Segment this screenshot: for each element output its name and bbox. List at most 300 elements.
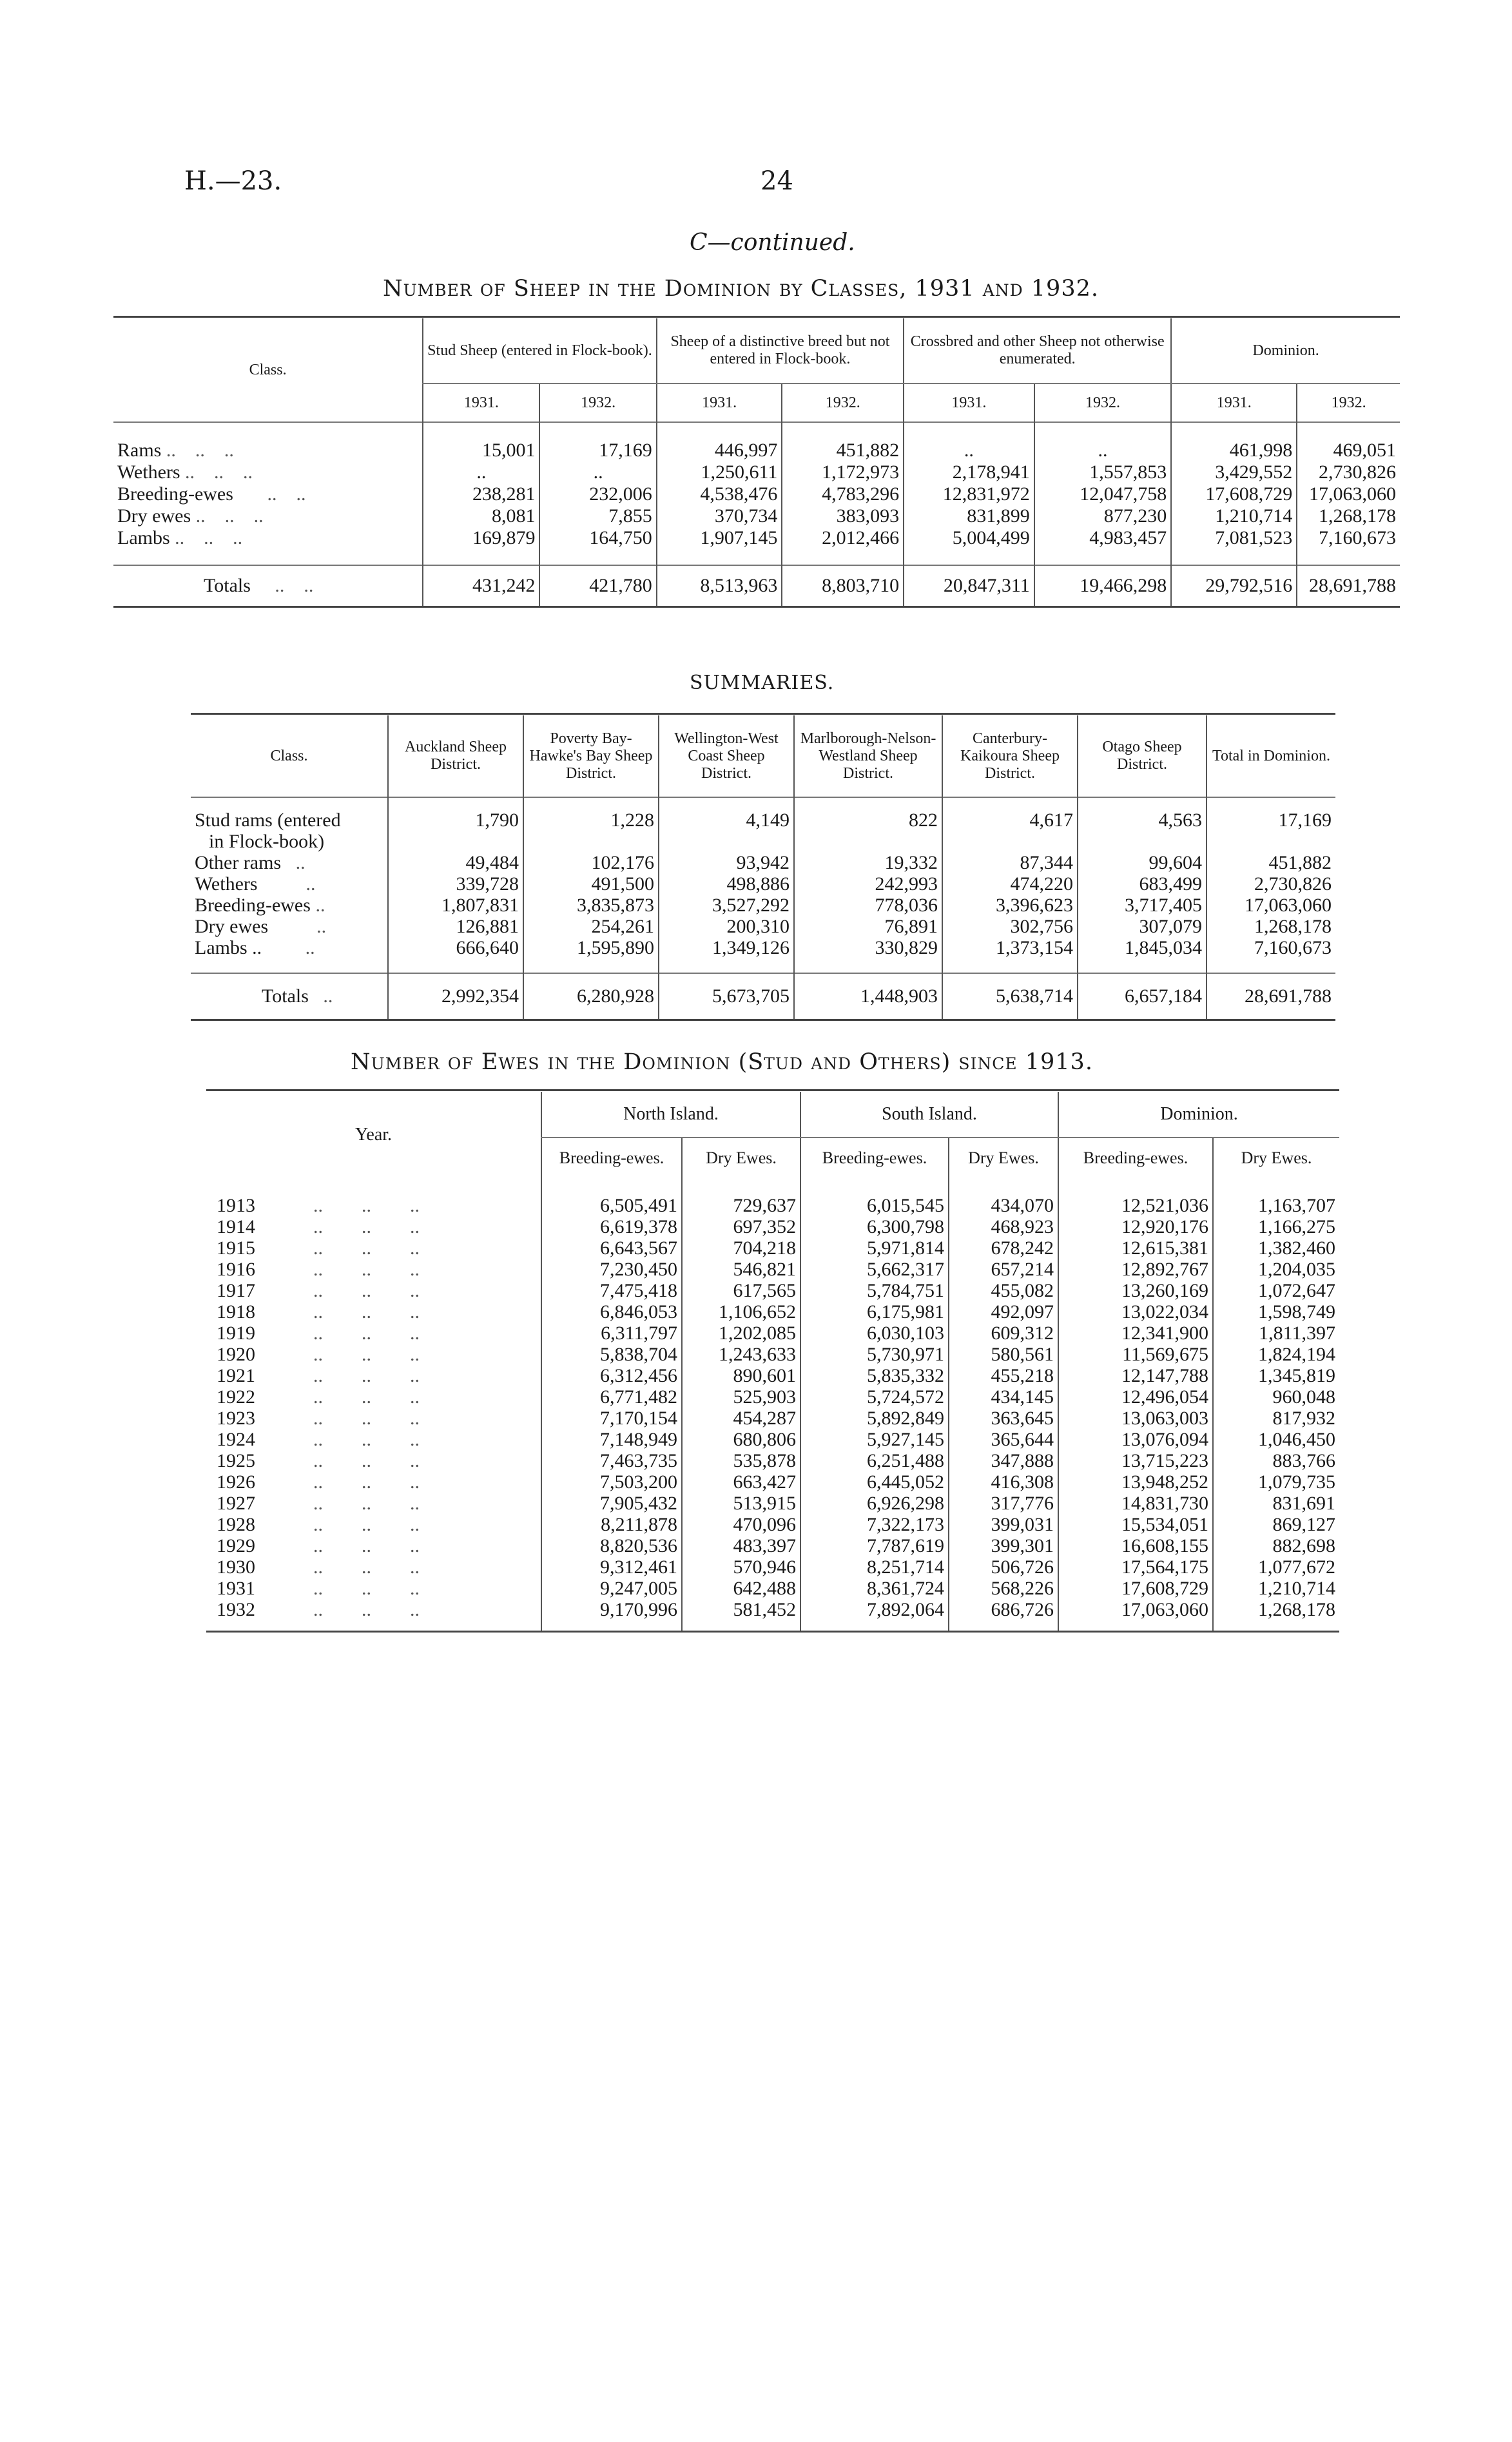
year-cell: 1924 .. .. .. xyxy=(217,1429,420,1450)
table-cell: 890,601 xyxy=(682,1365,800,1386)
table-cell: 451,882 xyxy=(782,440,904,461)
table-cell: 6,312,456 xyxy=(541,1365,682,1386)
year-cell: 1919 .. .. .. xyxy=(217,1323,420,1344)
table-cell: 492,097 xyxy=(949,1301,1058,1323)
table-cell: 14,831,730 xyxy=(1058,1493,1213,1514)
table1-top-rule xyxy=(113,316,1400,318)
table-cell: 19,466,298 xyxy=(1034,565,1172,607)
table-row xyxy=(206,1556,1339,1578)
table-row xyxy=(206,1216,1339,1237)
district-header: Marlborough-Nelson-Westland Sheep District. xyxy=(794,715,942,797)
table-cell: .. xyxy=(423,461,539,483)
year-label: 1918 xyxy=(217,1301,255,1323)
table-cell: 7,463,735 xyxy=(541,1450,682,1471)
table-cell: 93,942 xyxy=(659,852,794,873)
table-cell: 491,500 xyxy=(523,873,659,895)
table-cell: 17,169 xyxy=(539,440,656,461)
table-cell: 683,499 xyxy=(1078,873,1207,895)
table-cell: 169,879 xyxy=(423,527,539,565)
year-cell: 1926 .. .. .. xyxy=(217,1471,420,1493)
table-cell: .. xyxy=(904,440,1034,461)
table-row xyxy=(191,852,1335,873)
table-cell: 99,604 xyxy=(1078,852,1207,873)
table-cell: 17,063,060 xyxy=(1058,1599,1213,1632)
year-cell: 1925 .. .. .. xyxy=(217,1450,420,1471)
table1-title: Number of Sheep in the Dominion by Classes, 1931 and 1932. xyxy=(383,276,1099,302)
table-cell: 1,077,672 xyxy=(1213,1556,1339,1578)
table-cell: 2,730,826 xyxy=(1297,461,1400,483)
table-row xyxy=(206,1280,1339,1301)
year-cell: 1929 .. .. .. xyxy=(217,1535,420,1556)
table-cell: 102,176 xyxy=(523,852,659,873)
table-cell: 3,835,873 xyxy=(523,895,659,916)
table-cell: 8,251,714 xyxy=(800,1556,949,1578)
table-cell: 12,496,054 xyxy=(1058,1386,1213,1408)
table-cell: 5,927,145 xyxy=(800,1429,949,1450)
year-label: 1929 xyxy=(217,1535,255,1556)
row-label: Dry ewes .. xyxy=(195,916,327,937)
table-cell: 19,332 xyxy=(794,852,942,873)
table-row xyxy=(113,527,1400,565)
table-cell: 678,242 xyxy=(949,1237,1058,1259)
district-header: Auckland Sheep District. xyxy=(388,715,523,797)
table-cell: 1,268,178 xyxy=(1297,505,1400,527)
table-cell: 831,691 xyxy=(1213,1493,1339,1514)
table-cell: 455,218 xyxy=(949,1365,1058,1386)
table-cell: 87,344 xyxy=(942,852,1078,873)
table-cell: 4,538,476 xyxy=(657,483,782,505)
table-cell: 8,211,878 xyxy=(541,1514,682,1535)
row-label: Dry ewes .. .. .. xyxy=(117,505,264,527)
year-cell: 1928 .. .. .. xyxy=(217,1514,420,1535)
table-row xyxy=(191,831,1335,852)
table-cell: 7,905,432 xyxy=(541,1493,682,1514)
year-cell: 1914 .. .. .. xyxy=(217,1216,420,1237)
table-cell: 1,595,890 xyxy=(523,937,659,973)
row-label: Other rams .. xyxy=(195,852,305,873)
table-cell: 6,311,797 xyxy=(541,1323,682,1344)
table-cell: 7,855 xyxy=(539,505,656,527)
totals-row xyxy=(191,973,1335,1020)
year-cell: 1931 .. .. .. xyxy=(217,1578,420,1599)
page-number: 24 xyxy=(761,166,793,196)
table-row xyxy=(191,797,1335,831)
table-cell: 506,726 xyxy=(949,1556,1058,1578)
table-cell: 469,051 xyxy=(1297,440,1400,461)
sheep-by-class-table xyxy=(113,318,1400,608)
district-header: Wellington-West Coast Sheep District. xyxy=(659,715,794,797)
table-cell: 2,178,941 xyxy=(904,461,1034,483)
table-row xyxy=(206,1535,1339,1556)
table-cell: 363,645 xyxy=(949,1408,1058,1429)
column-header: Breeding-ewes. xyxy=(1058,1138,1213,1178)
table-row xyxy=(206,1450,1339,1471)
table-cell: 455,082 xyxy=(949,1280,1058,1301)
table-cell: 17,063,060 xyxy=(1297,483,1400,505)
year-cell: 1932 .. .. .. xyxy=(206,1599,541,1632)
table-cell: 7,892,064 xyxy=(800,1599,949,1632)
table-cell: 242,993 xyxy=(794,873,942,895)
table-cell: 5,784,751 xyxy=(800,1280,949,1301)
table-cell: 877,230 xyxy=(1034,505,1172,527)
row-label: Wethers .. .. .. xyxy=(117,461,253,483)
table-cell: 339,728 xyxy=(388,873,523,895)
row-label: Breeding-ewes .. .. xyxy=(117,483,306,505)
table-cell: 12,831,972 xyxy=(904,483,1034,505)
table-cell: 883,766 xyxy=(1213,1450,1339,1471)
table-cell: 1,204,035 xyxy=(1213,1259,1339,1280)
group-header-crossbred: Crossbred and other Sheep not otherwise enumerated. xyxy=(904,318,1171,383)
year-header: 1932. xyxy=(782,383,904,422)
table-cell: 1,448,903 xyxy=(794,973,942,1020)
table-row xyxy=(206,1493,1339,1514)
table-cell: 4,617 xyxy=(942,797,1078,831)
year-label: 1915 xyxy=(217,1237,255,1259)
table-cell: 2,012,466 xyxy=(782,527,904,565)
table-row xyxy=(206,1599,1339,1632)
table-cell: 7,322,173 xyxy=(800,1514,949,1535)
table-cell: 7,148,949 xyxy=(541,1429,682,1450)
table-cell: 5,638,714 xyxy=(942,973,1078,1020)
table-cell: 347,888 xyxy=(949,1450,1058,1471)
table-cell: 869,127 xyxy=(1213,1514,1339,1535)
table-row xyxy=(206,1386,1339,1408)
table-cell: 1,106,652 xyxy=(682,1301,800,1323)
row-label: Breeding-ewes .. xyxy=(195,895,325,916)
year-header: 1931. xyxy=(657,383,782,422)
table-cell: 831,899 xyxy=(904,505,1034,527)
row-label: Lambs .. .. xyxy=(195,937,315,958)
table-cell: 498,886 xyxy=(659,873,794,895)
year-cell: 1915 .. .. .. xyxy=(217,1237,420,1259)
year-label: 1913 xyxy=(217,1195,255,1216)
group-header-south: South Island. xyxy=(800,1092,1058,1138)
district-header: Canterbury-Kaikoura Sheep District. xyxy=(942,715,1078,797)
table-cell: 1,382,460 xyxy=(1213,1237,1339,1259)
table-cell: 13,063,003 xyxy=(1058,1408,1213,1429)
totals-label: Totals .. xyxy=(191,973,388,1020)
year-header: 1931. xyxy=(423,383,539,422)
year-label: 1928 xyxy=(217,1514,255,1535)
table-cell: 704,218 xyxy=(682,1237,800,1259)
table-cell: 383,093 xyxy=(782,505,904,527)
table-row xyxy=(206,1237,1339,1259)
table2-title: SUMMARIES. xyxy=(690,672,835,694)
year-label: 1914 xyxy=(217,1216,255,1237)
table-cell: 7,160,673 xyxy=(1297,527,1400,565)
table-cell: 13,715,223 xyxy=(1058,1450,1213,1471)
table-cell: 7,170,154 xyxy=(541,1408,682,1429)
table-cell: 546,821 xyxy=(682,1259,800,1280)
table-cell: 8,081 xyxy=(423,505,539,527)
table-row xyxy=(206,1578,1339,1599)
table-cell: 76,891 xyxy=(794,916,942,937)
table-cell: 1,243,633 xyxy=(682,1344,800,1365)
group-header-dominion: Dominion. xyxy=(1171,318,1400,383)
table-cell: 6,643,567 xyxy=(541,1237,682,1259)
table-row xyxy=(113,440,1400,461)
table-cell: 697,352 xyxy=(682,1216,800,1237)
table-cell: 8,361,724 xyxy=(800,1578,949,1599)
table-cell: 525,903 xyxy=(682,1386,800,1408)
table-cell: 1,046,450 xyxy=(1213,1429,1339,1450)
table-cell: 1,907,145 xyxy=(657,527,782,565)
table-row xyxy=(206,1259,1339,1280)
table-cell: 16,608,155 xyxy=(1058,1535,1213,1556)
table-cell: 238,281 xyxy=(423,483,539,505)
table-cell: 9,312,461 xyxy=(541,1556,682,1578)
table-cell: 12,047,758 xyxy=(1034,483,1172,505)
table-cell: 882,698 xyxy=(1213,1535,1339,1556)
year-label: 1922 xyxy=(217,1386,255,1408)
table-cell: 2,992,354 xyxy=(388,973,523,1020)
table-row xyxy=(206,1301,1339,1323)
table-cell: 6,619,378 xyxy=(541,1216,682,1237)
year-label: 1932 xyxy=(217,1599,255,1620)
year-cell: 1920 .. .. .. xyxy=(217,1344,420,1365)
table-cell: 29,792,516 xyxy=(1171,565,1297,607)
column-header: Breeding-ewes. xyxy=(800,1138,949,1178)
table-cell: 431,242 xyxy=(423,565,539,607)
year-label: 1931 xyxy=(217,1578,255,1599)
table-cell: 434,145 xyxy=(949,1386,1058,1408)
table-cell: 1,202,085 xyxy=(682,1323,800,1344)
table-row xyxy=(206,1408,1339,1429)
table-cell: 6,251,488 xyxy=(800,1450,949,1471)
table-cell: 28,691,788 xyxy=(1207,973,1335,1020)
table-cell: 7,503,200 xyxy=(541,1471,682,1493)
totals-label: Totals .. .. xyxy=(113,565,423,607)
table-row xyxy=(191,916,1335,937)
table-cell: 1,373,154 xyxy=(942,937,1078,973)
year-label: 1917 xyxy=(217,1280,255,1301)
table-cell: 1,268,178 xyxy=(1213,1599,1339,1632)
table-cell: 302,756 xyxy=(942,916,1078,937)
table-cell: 1,268,178 xyxy=(1207,916,1335,937)
table-cell: 307,079 xyxy=(1078,916,1207,937)
table-cell: 254,261 xyxy=(523,916,659,937)
class-header: Class. xyxy=(270,747,308,764)
table-cell: 6,846,053 xyxy=(541,1301,682,1323)
table-cell: 570,946 xyxy=(682,1556,800,1578)
table-cell: 822 xyxy=(794,797,942,831)
table-cell: 17,608,729 xyxy=(1058,1578,1213,1599)
document-reference: H.—23. xyxy=(184,166,282,196)
year-header: 1931. xyxy=(904,383,1034,422)
table-row xyxy=(191,937,1335,973)
table-cell: 4,563 xyxy=(1078,797,1207,831)
table-cell: 5,724,572 xyxy=(800,1386,949,1408)
table-cell: 1,790 xyxy=(388,797,523,831)
table-cell: 6,505,491 xyxy=(541,1178,682,1216)
table-cell: 609,312 xyxy=(949,1323,1058,1344)
ewes-table-body xyxy=(206,1178,1339,1632)
year-header: Year. xyxy=(354,1125,393,1145)
table-cell: 686,726 xyxy=(949,1599,1058,1632)
table-row xyxy=(206,1178,1339,1216)
table-cell: 4,983,457 xyxy=(1034,527,1172,565)
year-label: 1920 xyxy=(217,1344,255,1365)
table-cell: 15,534,051 xyxy=(1058,1514,1213,1535)
row-label: Stud rams (entered xyxy=(195,809,341,831)
table-row xyxy=(206,1471,1339,1493)
table-cell: 568,226 xyxy=(949,1578,1058,1599)
table-cell: 12,892,767 xyxy=(1058,1259,1213,1280)
district-header: Poverty Bay-Hawke's Bay Sheep District. xyxy=(523,715,659,797)
table-row xyxy=(113,505,1400,527)
column-header: Dry Ewes. xyxy=(949,1138,1058,1178)
year-cell: 1918 .. .. .. xyxy=(217,1301,420,1323)
table-cell: 330,829 xyxy=(794,937,942,973)
year-header: 1931. xyxy=(1171,383,1297,422)
table-cell: 3,717,405 xyxy=(1078,895,1207,916)
table-cell: 535,878 xyxy=(682,1450,800,1471)
table-cell: 17,608,729 xyxy=(1171,483,1297,505)
table-cell: 126,881 xyxy=(388,916,523,937)
table-row xyxy=(191,873,1335,895)
table-cell: 28,691,788 xyxy=(1297,565,1400,607)
row-label: Lambs .. .. .. xyxy=(117,527,243,548)
table-cell: 5,838,704 xyxy=(541,1344,682,1365)
table-cell: 729,637 xyxy=(682,1178,800,1216)
table-cell: 11,569,675 xyxy=(1058,1344,1213,1365)
table-cell: 164,750 xyxy=(539,527,656,565)
year-label: 1919 xyxy=(217,1323,255,1344)
totals-row xyxy=(113,565,1400,607)
table-cell: 470,096 xyxy=(682,1514,800,1535)
table-cell: 7,475,418 xyxy=(541,1280,682,1301)
year-label: 1930 xyxy=(217,1556,255,1578)
table-cell: 454,287 xyxy=(682,1408,800,1429)
table-cell: 3,396,623 xyxy=(942,895,1078,916)
table-cell: 657,214 xyxy=(949,1259,1058,1280)
table-cell: 13,260,169 xyxy=(1058,1280,1213,1301)
row-label: Wethers .. xyxy=(195,873,316,895)
table-cell: 1,079,735 xyxy=(1213,1471,1339,1493)
column-header: Breeding-ewes. xyxy=(541,1138,682,1178)
year-cell: 1930 .. .. .. xyxy=(217,1556,420,1578)
table-cell: 1,250,611 xyxy=(657,461,782,483)
table-cell: 317,776 xyxy=(949,1493,1058,1514)
column-header: Dry Ewes. xyxy=(682,1138,800,1178)
row-label-continuation: in Flock-book) xyxy=(209,831,325,852)
table-cell: 6,015,545 xyxy=(800,1178,949,1216)
year-label: 1924 xyxy=(217,1429,255,1450)
table-cell: 1,163,707 xyxy=(1213,1178,1339,1216)
table-cell: 6,300,798 xyxy=(800,1216,949,1237)
table-cell: 6,280,928 xyxy=(523,973,659,1020)
table-cell: 1,598,749 xyxy=(1213,1301,1339,1323)
table-cell: 49,484 xyxy=(388,852,523,873)
table-cell: 370,734 xyxy=(657,505,782,527)
year-label: 1925 xyxy=(217,1450,255,1471)
table-cell: 1,811,397 xyxy=(1213,1323,1339,1344)
table-cell: 200,310 xyxy=(659,916,794,937)
table-cell: 1,845,034 xyxy=(1078,937,1207,973)
table-row xyxy=(206,1514,1339,1535)
table-cell: 5,004,499 xyxy=(904,527,1034,565)
table-cell: 474,220 xyxy=(942,873,1078,895)
table-cell: 434,070 xyxy=(949,1178,1058,1216)
table-cell: 1,072,647 xyxy=(1213,1280,1339,1301)
table-cell: .. xyxy=(539,461,656,483)
table-cell: 15,001 xyxy=(423,440,539,461)
table-cell: 12,521,036 xyxy=(1058,1178,1213,1216)
table-cell: 451,882 xyxy=(1207,852,1335,873)
table-cell: 1,557,853 xyxy=(1034,461,1172,483)
table-cell: 5,662,317 xyxy=(800,1259,949,1280)
year-cell: 1922 .. .. .. xyxy=(217,1386,420,1408)
table2-top-rule xyxy=(191,713,1335,715)
table-cell: 17,063,060 xyxy=(1207,895,1335,916)
table-cell: 642,488 xyxy=(682,1578,800,1599)
table-cell: 1,228 xyxy=(523,797,659,831)
table-cell: 8,513,963 xyxy=(657,565,782,607)
table-cell: 13,076,094 xyxy=(1058,1429,1213,1450)
table-cell: 8,803,710 xyxy=(782,565,904,607)
table-cell: 666,640 xyxy=(388,937,523,973)
table-cell: 3,527,292 xyxy=(659,895,794,916)
year-cell: 1921 .. .. .. xyxy=(217,1365,420,1386)
table-cell: 617,565 xyxy=(682,1280,800,1301)
ewes-since-1913-table xyxy=(206,1092,1339,1633)
column-header: Dry Ewes. xyxy=(1213,1138,1339,1178)
table-cell: 5,673,705 xyxy=(659,973,794,1020)
table-cell: 399,031 xyxy=(949,1514,1058,1535)
table-cell: 580,561 xyxy=(949,1344,1058,1365)
table-row xyxy=(191,895,1335,916)
table-cell: 6,030,103 xyxy=(800,1323,949,1344)
group-header-dominion: Dominion. xyxy=(1058,1092,1339,1138)
year-label: 1921 xyxy=(217,1365,255,1386)
table-cell: 6,926,298 xyxy=(800,1493,949,1514)
group-header-north: North Island. xyxy=(541,1092,800,1138)
table-cell: 468,923 xyxy=(949,1216,1058,1237)
summaries-table xyxy=(191,715,1335,1021)
table-cell: 461,998 xyxy=(1171,440,1297,461)
table-cell: 17,564,175 xyxy=(1058,1556,1213,1578)
table-cell: 8,820,536 xyxy=(541,1535,682,1556)
table-cell: 1,345,819 xyxy=(1213,1365,1339,1386)
table3-top-rule xyxy=(206,1089,1339,1091)
year-cell: 1917 .. .. .. xyxy=(217,1280,420,1301)
group-header-stud: Stud Sheep (entered in Flock-book). xyxy=(423,318,657,383)
group-header-distinctive: Sheep of a distinctive breed but not entered in Flock-book. xyxy=(657,318,904,383)
year-label: 1926 xyxy=(217,1471,255,1493)
table-cell: 1,210,714 xyxy=(1171,505,1297,527)
table-cell: 680,806 xyxy=(682,1429,800,1450)
section-continued: C—continued. xyxy=(690,229,855,256)
table-cell: 5,892,849 xyxy=(800,1408,949,1429)
year-header: 1932. xyxy=(539,383,656,422)
table-cell: 663,427 xyxy=(682,1471,800,1493)
year-header: 1932. xyxy=(1034,383,1172,422)
year-cell: 1913 .. .. .. xyxy=(217,1195,420,1216)
table-cell: 5,730,971 xyxy=(800,1344,949,1365)
table-cell: 12,341,900 xyxy=(1058,1323,1213,1344)
district-header: Otago Sheep District. xyxy=(1078,715,1207,797)
year-label: 1916 xyxy=(217,1259,255,1280)
table-cell: 960,048 xyxy=(1213,1386,1339,1408)
table-cell: 6,175,981 xyxy=(800,1301,949,1323)
table-row xyxy=(206,1344,1339,1365)
table-cell: 2,730,826 xyxy=(1207,873,1335,895)
table-cell: 13,022,034 xyxy=(1058,1301,1213,1323)
table-cell: 12,147,788 xyxy=(1058,1365,1213,1386)
table-row xyxy=(206,1365,1339,1386)
table-cell: 1,824,194 xyxy=(1213,1344,1339,1365)
table-cell: 817,932 xyxy=(1213,1408,1339,1429)
